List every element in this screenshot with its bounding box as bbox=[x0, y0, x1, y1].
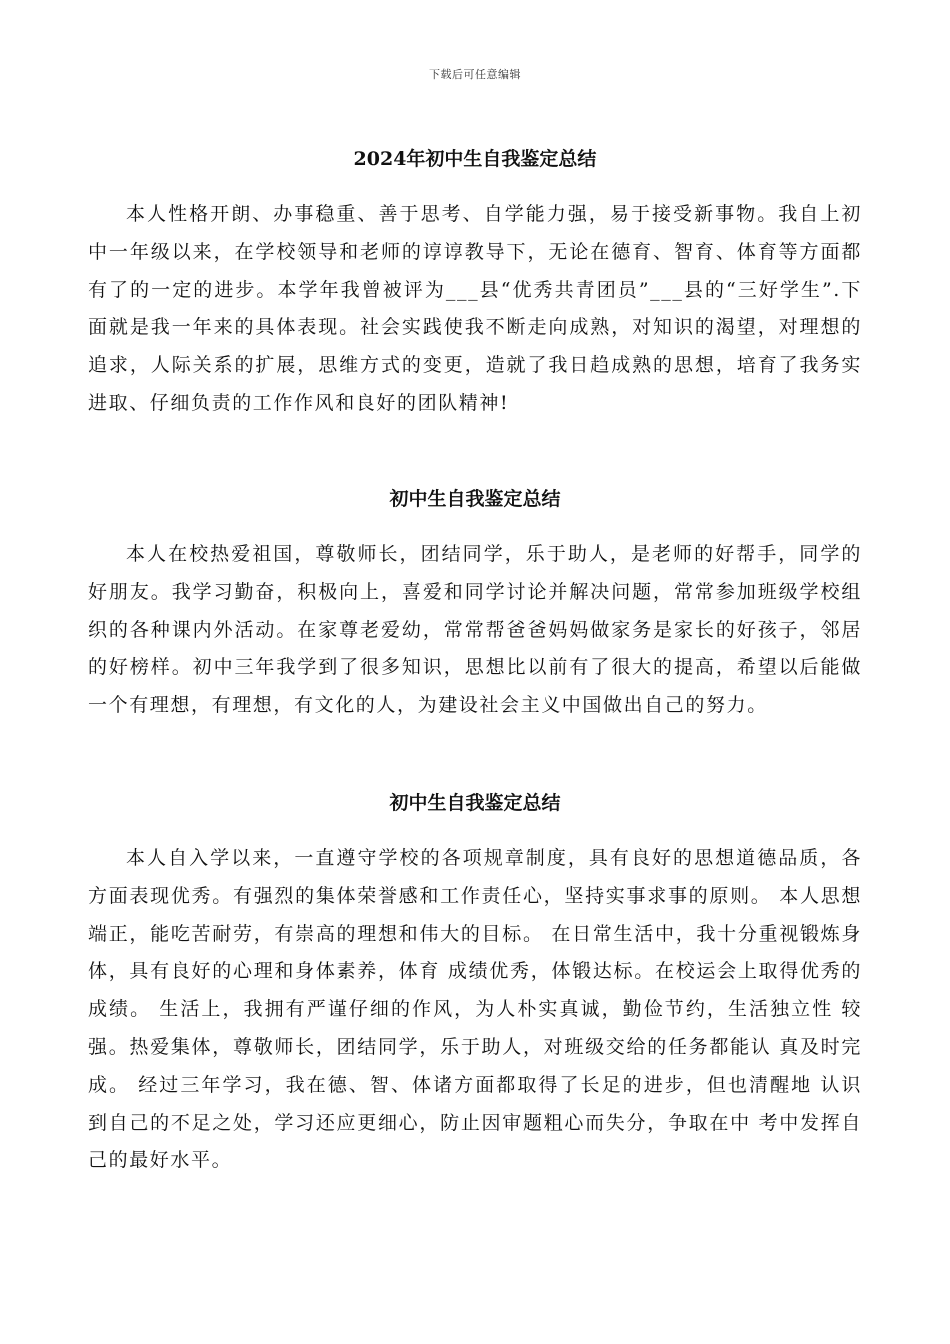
header-note: 下载后可任意编辑 bbox=[429, 68, 521, 81]
section-title-3: 初中生自我鉴定总结 bbox=[389, 792, 561, 814]
section-paragraph-2: 本人在校热爱祖国，尊敬师长，团结同学，乐于助人，是老师的好帮手，同学的好朋友。我学习勤奋，积极向上，喜爱和同学讨论并解决问题，常常参加班级学校组织的各种课内外活动。在家尊老爱幼，常常帮爸爸妈妈做家务是家长的好孩子，邻居的好榜样。初中三年我学到了很多知识，思想比以前有了很大的提高，希望以后能做一个有理想，有理想，有文化的人，为建设社会主义中国做出自己的努力。 bbox=[88, 543, 862, 717]
section-title-2: 初中生自我鉴定总结 bbox=[389, 488, 561, 510]
section-title-1: 2024年初中生自我鉴定总结 bbox=[353, 148, 597, 170]
section-paragraph-1: 本人性格开朗、办事稳重、善于思考、自学能力强，易于接受新事物。我自上初中一年级以来，在学校领导和老师的谆谆教导下，无论在德育、智育、体育等方面都有了的一定的进步。本学年我曾被评为___县“优秀共青团员”___县的“三好学生”.下面就是我一年来的具体表现。社会实践使我不断走向成熟，对知识的渴望，对理想的追求，人际关系的扩展，思维方式的变更，造就了我日趋成熟的思想，培育了我务实进取、仔细负责的工作作风和良好的团队精神! bbox=[88, 203, 862, 414]
section-paragraph-3: 本人自入学以来，一直遵守学校的各项规章制度，具有良好的思想道德品质，各方面表现优秀。有强烈的集体荣誉感和工作责任心，坚持实事求事的原则。 本人思想端正，能吃苦耐劳，有崇高的理想和伟大的目标。 在日常生活中，我十分重视锻炼身体，具有良好的心理和身体素养，体育 成绩优秀，体锻达标。在校运会上取得优秀的成绩。 生活上，我拥有严谨仔细的作风，为人朴实真诚，勤俭节约，生活独立性 较强。热爱集体，尊敬师长，团结同学，乐于助人，对班级交给的任务都能认 真及时完成。 经过三年学习，我在德、智、体诸方面都取得了长足的进步，但也清醒地 认识到自己的不足之处，学习还应更细心，防止因审题粗心而失分，争取在中 考中发挥自己的最好水平。 bbox=[88, 847, 862, 1172]
